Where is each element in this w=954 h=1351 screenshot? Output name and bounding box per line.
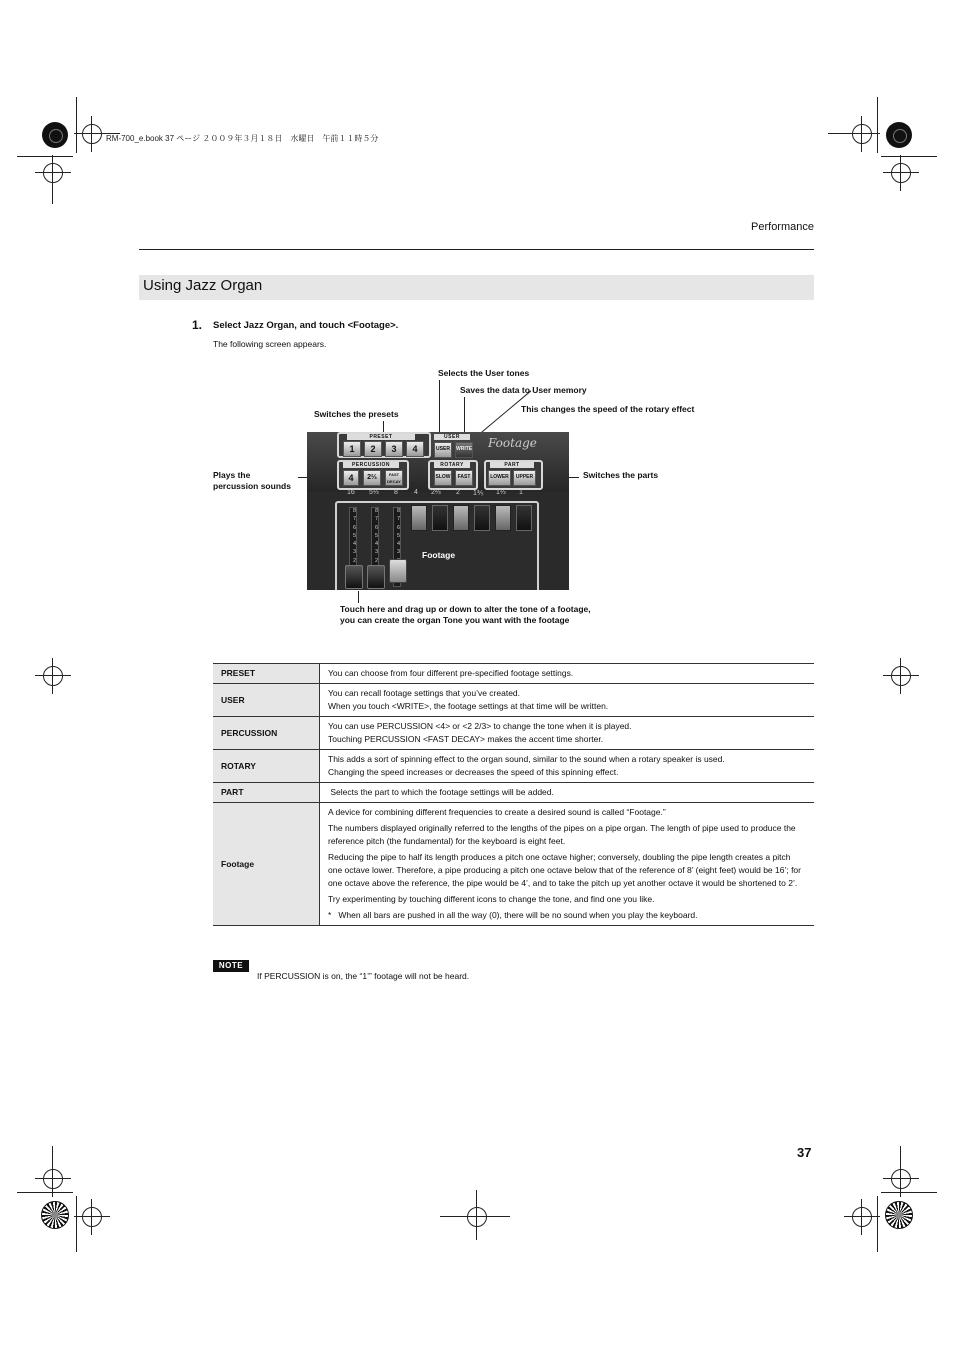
crop-line <box>52 178 53 204</box>
row-desc <box>320 684 815 717</box>
scale-label: 16 <box>347 489 355 496</box>
scale-label: 5⅓ <box>369 489 379 496</box>
rotary-fast-button[interactable]: FAST <box>455 470 473 486</box>
bar-number: 3 <box>374 549 379 556</box>
bar-number: 5 <box>374 532 379 539</box>
section-title: Using Jazz Organ <box>143 277 263 294</box>
drawbar-1-3-5-handle[interactable] <box>474 505 490 531</box>
crosshair-mark <box>43 666 63 686</box>
part-upper-button[interactable]: UPPER <box>513 470 536 486</box>
crop-line <box>476 1190 477 1240</box>
footage-area-label: Footage <box>422 550 456 560</box>
callout-percussion-2: percussion sounds <box>213 481 291 491</box>
percussion-4-button[interactable]: 4 <box>343 470 359 486</box>
bar-number: 5 <box>352 532 357 539</box>
row-desc <box>320 783 815 803</box>
crop-line <box>17 1192 73 1193</box>
table-row <box>213 684 814 717</box>
desc-line: You can recall footage settings that you’ve created. <box>328 688 521 698</box>
user-label: USER <box>434 434 470 440</box>
desc-line: This adds a sort of spinning effect to the organ sound, similar to the sound when a rotary speaker is used. <box>328 754 725 764</box>
registration-mark <box>42 122 68 148</box>
crop-line <box>52 1146 53 1168</box>
preset-2-button[interactable]: 2 <box>364 441 382 457</box>
crop-line <box>76 97 77 153</box>
footage-logo: Footage <box>488 436 537 450</box>
scale-label: 1 <box>519 489 523 496</box>
callout-parts: Switches the parts <box>583 470 659 480</box>
row-key: PART <box>213 783 320 803</box>
preset-label: PRESET <box>347 434 415 440</box>
bar-number: 7 <box>352 516 357 523</box>
bar-number: 3 <box>396 549 401 556</box>
crop-line <box>881 1192 937 1193</box>
crosshair-mark <box>891 666 911 686</box>
function-table <box>213 663 814 926</box>
leader-line <box>439 380 440 440</box>
write-button[interactable]: WRITE <box>455 442 473 458</box>
bar-number: 5 <box>396 532 401 539</box>
table-row <box>213 783 814 803</box>
drawbar-4-handle[interactable] <box>411 505 427 531</box>
desc-line: Touching PERCUSSION <FAST DECAY> makes the accent time shorter. <box>328 734 604 744</box>
crosshair-mark <box>891 163 911 183</box>
crosshair-mark <box>891 1169 911 1189</box>
crosshair-mark <box>467 1207 487 1227</box>
part-label: PART <box>490 462 534 468</box>
desc-line: You can use PERCUSSION <4> or <2 2/3> to change the tone when it is played. <box>328 721 632 731</box>
row-desc <box>320 750 815 783</box>
bar-number: 4 <box>374 541 379 548</box>
bar-number: 7 <box>396 516 401 523</box>
crosshair-mark <box>43 163 63 183</box>
callout-save: Saves the data to User memory <box>460 385 587 395</box>
drawbar-area[interactable] <box>335 501 539 590</box>
preset-3-button[interactable]: 3 <box>385 441 403 457</box>
row-desc <box>320 803 815 926</box>
drawbar-2-handle[interactable] <box>453 505 469 531</box>
table-row <box>213 664 814 684</box>
bar-number: 2 <box>352 557 357 564</box>
callout-drag-1: Touch here and drag up or down to alter the tone of a footage, <box>340 604 591 614</box>
step-number: 1. <box>192 318 203 332</box>
crop-line <box>440 1216 510 1217</box>
desc-paragraph: A device for combining different frequencies to create a desired sound is called “Footage.” <box>328 807 666 817</box>
bar-number: 8 <box>374 508 379 514</box>
drawbar-16-handle[interactable] <box>345 565 363 589</box>
registration-mark <box>41 1201 69 1229</box>
crosshair-mark <box>852 124 872 144</box>
scale-label: 2 <box>456 489 460 496</box>
desc-paragraph: Try experimenting by touching different icons to change the tone, and find one you like. <box>328 894 655 904</box>
desc-paragraph: Reducing the pipe to half its length produces a pitch one octave higher; conversely, doubling the pipe length creates a pitch one octave lower. Therefore, a pipe producing a pitch one octave below that of the reference of 8’ (eight feet) would be 16’; for one octave above the reference, the pipe would be 4’, and to take the pitch up yet another octave it would be shortened to 2’. <box>328 852 801 888</box>
crop-line <box>17 156 73 157</box>
running-head: Performance <box>751 221 814 233</box>
rotary-label: ROTARY <box>434 462 470 468</box>
crosshair-mark <box>43 1169 63 1189</box>
bar-number: 4 <box>352 541 357 548</box>
drawbar-1-1-3-handle[interactable] <box>495 505 511 531</box>
step-instruction: Select Jazz Organ, and touch <Footage>. <box>213 320 399 331</box>
crop-line <box>76 1196 77 1252</box>
percussion-label: PERCUSSION <box>343 462 399 468</box>
crop-line <box>828 133 848 134</box>
registration-mark <box>885 1201 913 1229</box>
bar-number: 3 <box>352 549 357 556</box>
bar-number: 7 <box>374 516 379 523</box>
desc-paragraph: * When all bars are pushed in all the way (0), there will be no sound when you play the keyboard. <box>328 910 698 920</box>
note-text: If PERCUSSION is on, the “1’” footage will not be heard. <box>257 971 470 981</box>
percussion-2-2-3-button[interactable]: 2⅔ <box>363 470 381 486</box>
crosshair-mark <box>82 1207 102 1227</box>
bar-number: 8 <box>352 508 357 514</box>
scale-label: 1⅓ <box>496 489 506 496</box>
bar-number: 6 <box>374 524 379 531</box>
row-desc <box>320 664 815 684</box>
table-row <box>213 750 814 783</box>
step-result: The following screen appears. <box>213 339 327 349</box>
note-badge: NOTE <box>213 960 249 972</box>
header-rule <box>139 249 814 250</box>
user-button[interactable]: USER <box>434 442 452 458</box>
row-key: ROTARY <box>213 750 320 783</box>
page-number: 37 <box>797 1145 812 1160</box>
print-file-info: RM-700_e.book 37 ページ ２００９年３月１８日 水曜日 午前１１時５分 <box>106 134 379 143</box>
desc-line: Changing the speed increases or decreases the speed of this spinning effect. <box>328 767 619 777</box>
preset-1-button[interactable]: 1 <box>343 441 361 457</box>
bar-number: 6 <box>396 524 401 531</box>
bar-number: 6 <box>352 524 357 531</box>
callout-presets: Switches the presets <box>314 409 399 419</box>
rotary-slow-button[interactable]: SLOW <box>434 470 452 486</box>
registration-mark <box>886 122 912 148</box>
crop-line <box>877 1196 878 1252</box>
crop-line <box>877 97 878 153</box>
callout-drag-2: you can create the organ Tone you want with the footage <box>340 615 570 625</box>
desc-line: You can choose from four different pre-specified footage settings. <box>328 668 574 678</box>
row-key: USER <box>213 684 320 717</box>
scale-label: 1⅗ <box>473 490 484 497</box>
leader-line <box>358 591 359 603</box>
desc-paragraph: The numbers displayed originally referred to the lengths of the pipes on a pipe organ. The length of pipe used to produce the reference pitch (the fundamental) for the keyboard is eight feet. <box>328 823 796 846</box>
drawbar-5-1-3-handle[interactable] <box>367 565 385 589</box>
preset-4-button[interactable]: 4 <box>406 441 424 457</box>
crop-line <box>881 156 937 157</box>
scale-label: 2⅔ <box>431 489 441 496</box>
fast-decay-button[interactable]: FAST DECAY <box>385 470 403 486</box>
crosshair-mark <box>852 1207 872 1227</box>
drawbar-2-2-3-handle[interactable] <box>432 505 448 531</box>
callout-rotary-speed: This changes the speed of the rotary effect <box>521 404 695 414</box>
table-row <box>213 717 814 750</box>
footage-screen <box>307 432 569 590</box>
row-key: PRESET <box>213 664 320 684</box>
bar-number: 2 <box>374 557 379 564</box>
row-key: Footage <box>213 803 320 926</box>
bar-number: 8 <box>396 508 401 514</box>
crop-line <box>900 1146 901 1168</box>
row-desc <box>320 717 815 750</box>
callout-user-tones: Selects the User tones <box>438 368 530 378</box>
drawbar-1-handle[interactable] <box>516 505 532 531</box>
scale-label: 8 <box>394 489 398 496</box>
footage-scale <box>307 488 569 500</box>
table-row <box>213 803 814 926</box>
callout-percussion-1: Plays the <box>213 470 251 480</box>
desc-line: When you touch <WRITE>, the footage settings at that time will be written. <box>328 701 609 711</box>
part-lower-button[interactable]: LOWER <box>488 470 511 486</box>
desc-line: Selects the part to which the footage settings will be added. <box>328 787 554 797</box>
scale-label: 4 <box>414 489 418 496</box>
bar-number: 4 <box>396 541 401 548</box>
crosshair-mark <box>82 124 102 144</box>
row-key: PERCUSSION <box>213 717 320 750</box>
drawbar-8-handle[interactable] <box>389 559 407 583</box>
